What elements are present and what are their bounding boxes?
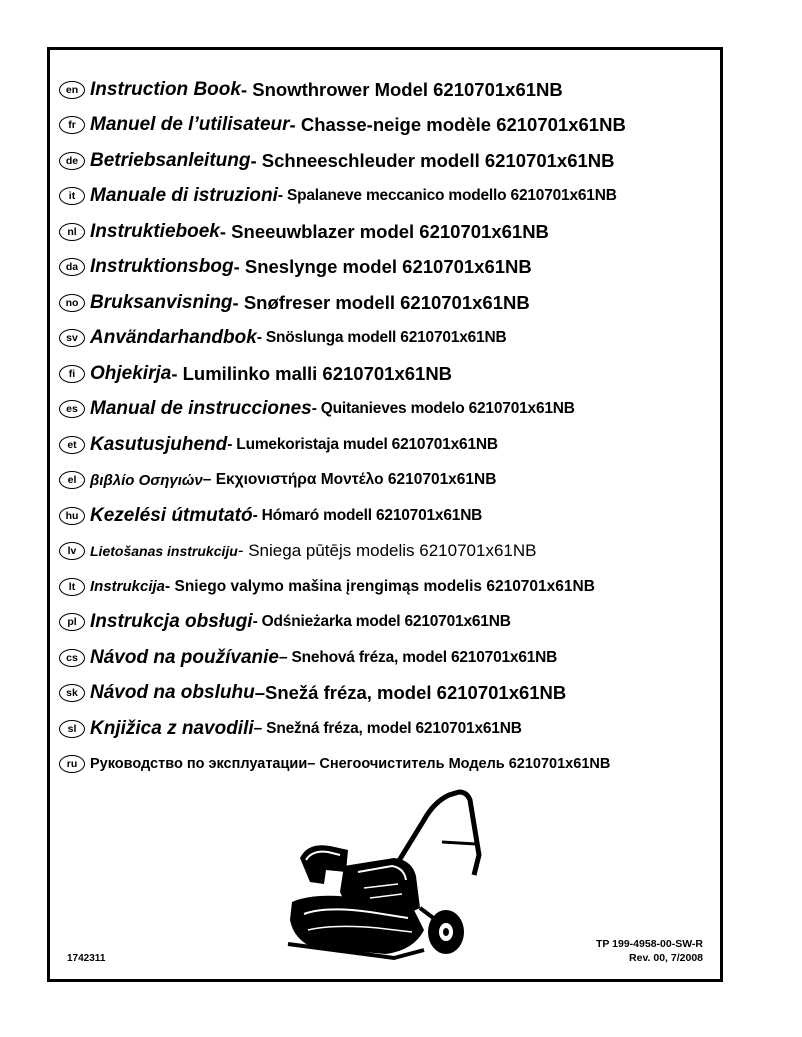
language-row-cs [59, 640, 720, 676]
language-code-badge: de [59, 152, 85, 170]
manual-title: Instruction Book [90, 78, 241, 100]
product-description: - Sniego valymo mašina įrengimąs modelis 6210701x61NB [165, 577, 595, 595]
language-code-badge: fr [59, 116, 85, 134]
language-row-pl [59, 605, 720, 641]
language-row-el [59, 463, 720, 499]
document-reference [596, 937, 703, 965]
product-description: - Lumilinko malli 6210701x61NB [171, 362, 453, 384]
manual-title: Kezelési útmutató [90, 504, 253, 526]
product-description: - Odśnieżarka model 6210701x61NB [252, 613, 511, 631]
tp-number: TP 199-4958-00-SW-R [596, 938, 703, 950]
manual-title: Manuale di istruzioni [90, 185, 278, 207]
page-frame [47, 47, 723, 982]
language-row-fr [59, 108, 720, 144]
language-code-badge: hu [59, 507, 85, 525]
language-code-badge: lv [59, 542, 85, 560]
language-code-badge: fi [59, 365, 85, 383]
manual-title: Knjižica z navodili [90, 717, 254, 739]
manual-title: Ohjekirja [90, 362, 172, 384]
language-row-sl [59, 711, 720, 747]
manual-title: Användarhandbok [90, 327, 257, 349]
manual-title: Руководство по эксплуатации [90, 756, 308, 773]
product-description: – Εκχιονιστήρα Μοντέλο 6210701x61NB [202, 471, 497, 489]
manual-title: Manuel de l’utilisateur [90, 114, 290, 136]
language-code-badge: da [59, 258, 85, 276]
language-row-lv [59, 534, 720, 570]
language-code-badge: no [59, 294, 85, 312]
product-description: –Snežá fréza, model 6210701x61NB [254, 682, 567, 704]
language-code-badge: ru [59, 755, 85, 773]
language-code-badge: nl [59, 223, 85, 241]
language-row-it [59, 179, 720, 215]
language-code-badge: el [59, 471, 85, 489]
manual-title: βιβλίο Οσηγιών [90, 471, 203, 489]
language-row-no [59, 285, 720, 321]
language-row-nl [59, 214, 720, 250]
language-code-badge: pl [59, 613, 85, 631]
product-description: - Snowthrower Model 6210701x61NB [240, 78, 563, 100]
language-list [59, 72, 720, 782]
manual-title: Betriebsanleitung [90, 149, 251, 171]
language-row-hu [59, 498, 720, 534]
manual-title: Instruktionsbog [90, 256, 234, 278]
language-code-badge: cs [59, 649, 85, 667]
product-description: – Снегоочиститель Модель 6210701x61NB [307, 756, 611, 773]
language-row-de [59, 143, 720, 179]
part-number: 1742311 [67, 953, 106, 964]
language-code-badge: en [59, 81, 85, 99]
manual-title: Instrukcija [90, 578, 166, 596]
language-code-badge: lt [59, 578, 85, 596]
language-code-badge: sl [59, 720, 85, 738]
product-description: - Lumekoristaja mudel 6210701x61NB [227, 435, 498, 453]
product-description: - Sneslynge model 6210701x61NB [233, 256, 532, 278]
language-row-da [59, 250, 720, 286]
manual-title: Návod na obsluhu [90, 682, 255, 704]
product-description: - Quitanieves modelo 6210701x61NB [311, 400, 575, 418]
manual-title: Manual de instrucciones [90, 398, 312, 420]
manual-title: Kasutusjuhend [90, 433, 228, 455]
language-code-badge: es [59, 400, 85, 418]
language-row-en [59, 72, 720, 108]
language-row-et [59, 427, 720, 463]
product-description: - Schneeschleuder modell 6210701x61NB [250, 149, 615, 171]
product-description: - Snöslunga modell 6210701x61NB [256, 329, 507, 347]
language-row-sv [59, 321, 720, 357]
language-row-ru [59, 747, 720, 783]
manual-title: Instruktieboek [90, 220, 220, 242]
language-row-lt [59, 569, 720, 605]
product-description: - Snøfreser modell 6210701x61NB [232, 291, 530, 313]
product-description: – Snehová fréza, model 6210701x61NB [278, 648, 558, 666]
product-description: - Sneeuwblazer model 6210701x61NB [219, 220, 549, 242]
language-code-badge: sv [59, 329, 85, 347]
language-row-sk [59, 676, 720, 712]
product-description: – Snežná fréza, model 6210701x61NB [253, 719, 522, 737]
manual-title: Instrukcja obsługi [90, 611, 253, 633]
product-description: - Hómaró modell 6210701x61NB [252, 506, 483, 524]
manual-title: Návod na používanie [90, 646, 279, 668]
manual-title: Bruksanvisning [90, 291, 233, 313]
language-code-badge: et [59, 436, 85, 454]
product-description: - Spalaneve meccanico modello 6210701x61NB [277, 187, 617, 205]
language-row-es [59, 392, 720, 428]
language-code-badge: it [59, 187, 85, 205]
revision-date: Rev. 00, 7/2008 [629, 952, 703, 964]
manual-title: Lietošanas instrukciju [90, 543, 238, 560]
language-row-fi [59, 356, 720, 392]
product-description: - Chasse-neige modèle 6210701x61NB [289, 114, 626, 136]
snowthrower-illustration [274, 780, 499, 965]
product-description: - Sniega pūtējs modelis 6210701x61NB [237, 541, 537, 561]
language-code-badge: sk [59, 684, 85, 702]
